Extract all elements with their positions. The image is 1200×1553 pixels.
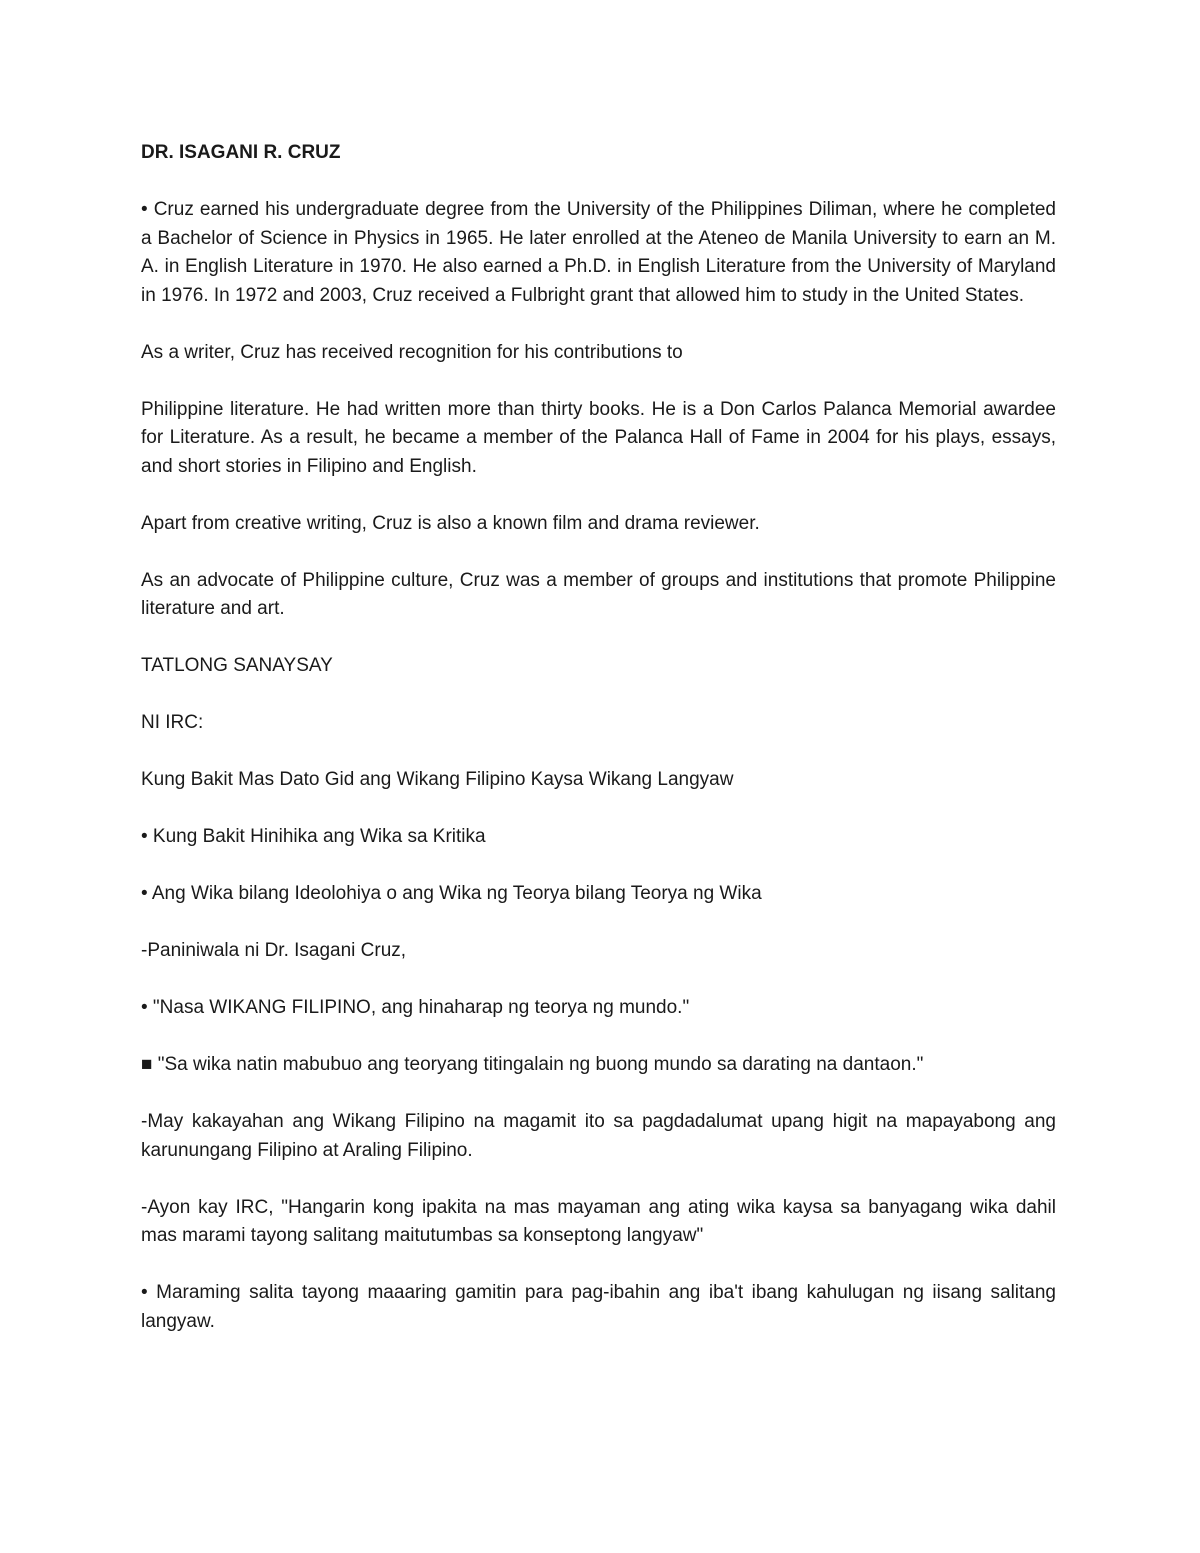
belief-item-2: ■ "Sa wika natin mabubuo ang teoryang titingalain ng buong mundo sa darating na dantaon." xyxy=(141,1054,924,1075)
irc-quote-paragraph: -Ayon kay IRC, "Hangarin kong ipakita na mas mayaman ang ating wika kaysa sa banyagang wika dahil mas marami tayong salitang maitutumbas sa konseptong langyaw" xyxy=(141,1196,1056,1246)
document-body xyxy=(141,139,1056,1365)
belief-item-1: • "Nasa WIKANG FILIPINO, ang hinaharap ng teorya ng mundo." xyxy=(141,997,690,1018)
essays-author: NI IRC: xyxy=(141,712,204,733)
essay-title-3: • Ang Wika bilang Ideolohiya o ang Wika ng Teorya bilang Teorya ng Wika xyxy=(141,883,762,904)
belief-heading: -Paniniwala ni Dr. Isagani Cruz, xyxy=(141,940,407,961)
capability-paragraph: -May kakayahan ang Wikang Filipino na magamit ito sa pagdadalumat upang higit na mapayabong ang karunungang Filipino at Araling Filipino. xyxy=(141,1111,1056,1161)
literature-paragraph: Philippine literature. He had written more than thirty books. He is a Don Carlos Palanca Memorial awardee for Literature. As a result, he became a member of the Palanca Hall of Fame in 2004 for his plays, essays, and short stories in Filipino and English. xyxy=(141,398,1056,477)
essay-title-2: • Kung Bakit Hinihika ang Wika sa Kritika xyxy=(141,826,486,847)
essays-heading: TATLONG SANAYSAY xyxy=(141,655,333,676)
advocate-paragraph: As an advocate of Philippine culture, Cruz was a member of groups and institutions that promote Philippine literature and art. xyxy=(141,569,1056,619)
writer-intro: As a writer, Cruz has received recognition for his contributions to xyxy=(141,341,683,363)
document-title: DR. ISAGANI R. CRUZ xyxy=(141,142,341,163)
essay-title-1: Kung Bakit Mas Dato Gid ang Wikang Filipino Kaysa Wikang Langyaw xyxy=(141,769,734,790)
bio-paragraph: • Cruz earned his undergraduate degree from the University of the Philippines Diliman, where he completed a Bachelor of Science in Physics in 1965. He later enrolled at the Ateneo de Manila University to earn an M. A. in English Literature in 1970. He also earned a Ph.D. in English Literature from the University of Maryland in 1976. In 1972 and 2003, Cruz received a Fulbright grant that allowed him to study in the United States. xyxy=(141,199,1056,306)
reviewer-paragraph: Apart from creative writing, Cruz is also a known film and drama reviewer. xyxy=(141,512,760,534)
words-paragraph: • Maraming salita tayong maaaring gamitin para pag-ibahin ang iba't ibang kahulugan ng iisang salitang langyaw. xyxy=(141,1282,1056,1332)
